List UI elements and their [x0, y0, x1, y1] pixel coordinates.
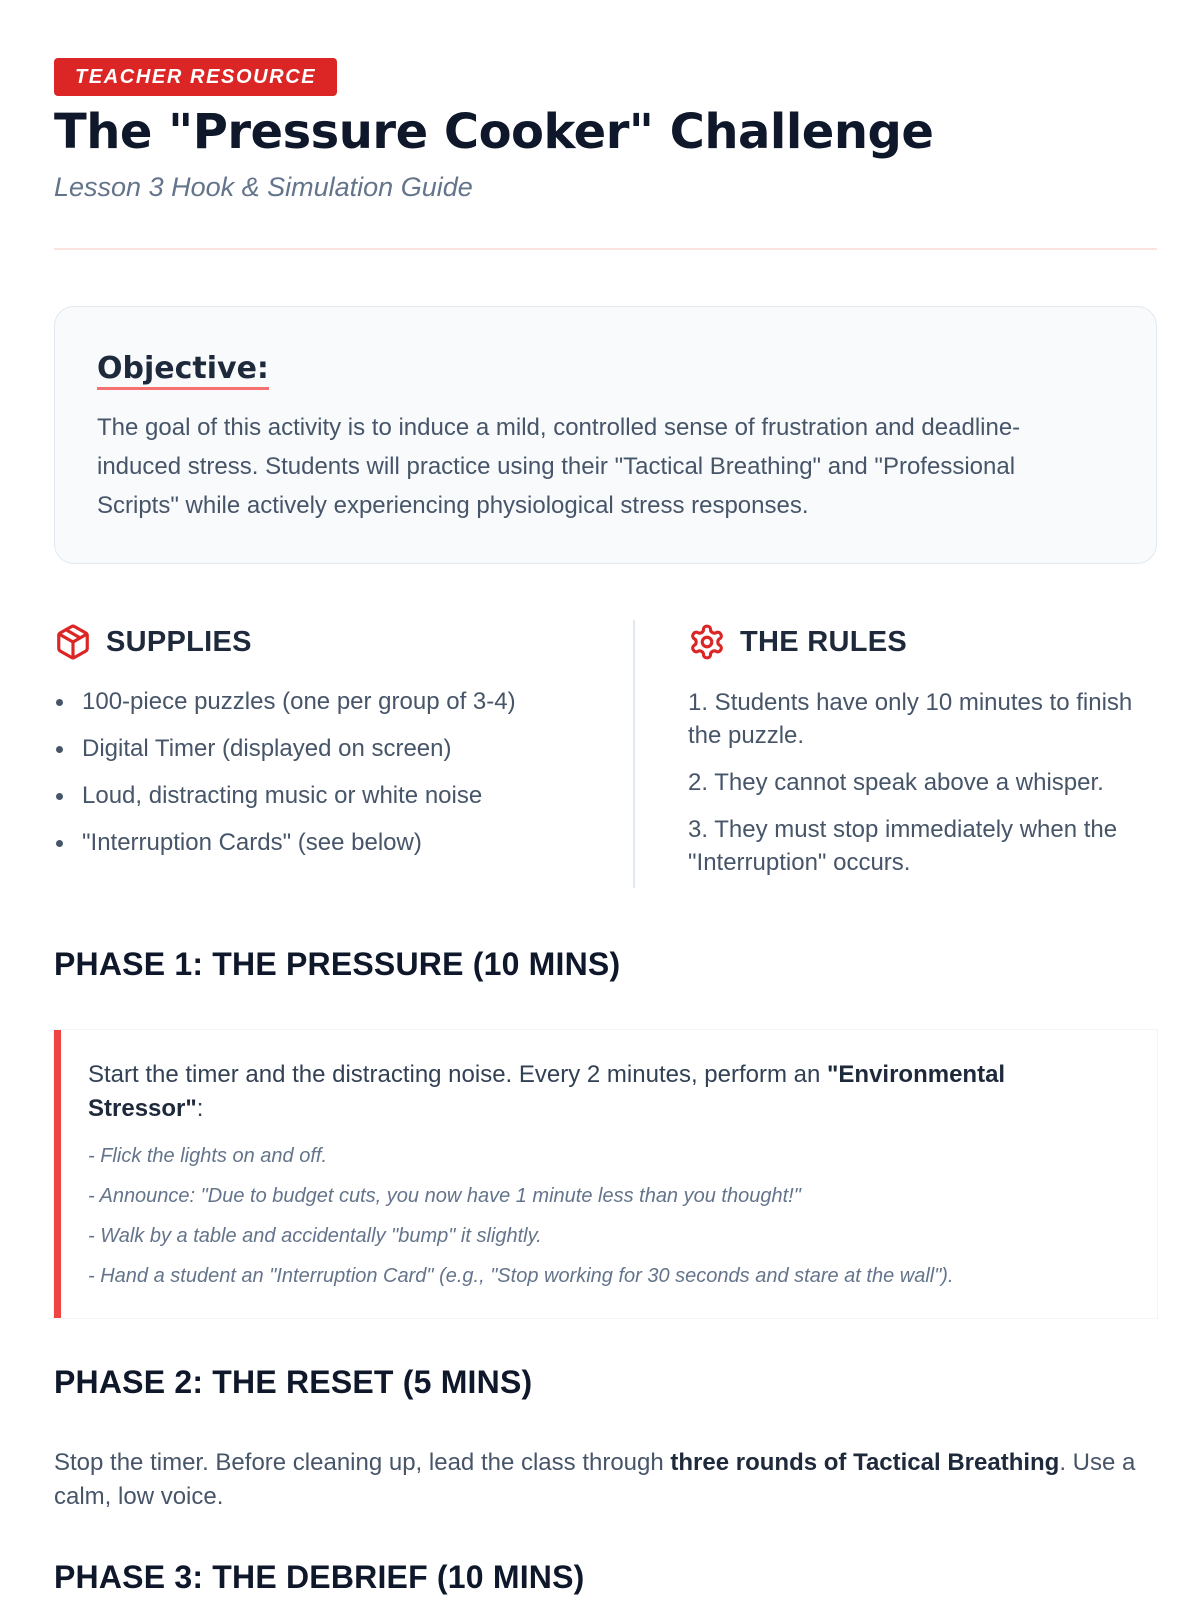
header-divider	[54, 248, 1157, 250]
list-item: - Hand a student an "Interruption Card" (e.g., "Stop working for 30 seconds and stare at the wall").	[88, 1265, 954, 1287]
objective-title: Objective:	[97, 351, 269, 390]
supplies-heading: SUPPLIES	[106, 625, 252, 658]
list-item: Loud, distracting music or white noise	[54, 780, 614, 827]
phase-2-text-bold: three rounds of Tactical Breathing	[670, 1449, 1060, 1476]
supplies-section	[54, 620, 614, 874]
box-icon	[54, 623, 92, 661]
phase-1-heading: PHASE 1: THE PRESSURE (10 MINS)	[54, 946, 621, 982]
phase-1-lead-bold: "Environmental Stressor"	[88, 1061, 1006, 1122]
phase-2-text	[54, 1446, 1157, 1514]
page-title: The "Pressure Cooker" Challenge	[54, 104, 934, 160]
list-item: 3. They must stop immediately when the "Interruption" occurs.	[688, 816, 1118, 876]
phase-1-lead-end: :	[196, 1095, 204, 1122]
list-item: - Flick the lights on and off.	[88, 1145, 328, 1167]
supplies-list	[54, 686, 614, 874]
phase-1-lead	[88, 1058, 1127, 1126]
supplies-header	[54, 620, 614, 664]
stressor-list	[88, 1136, 1127, 1296]
list-item: 1. Students have only 10 minutes to finish the puzzle.	[688, 689, 1133, 749]
objective-card	[54, 306, 1157, 564]
phase-3-heading: PHASE 3: THE DEBRIEF (10 MINS)	[54, 1559, 585, 1595]
phase-1-lead-text: Start the timer and the distracting noise. Every 2 minutes, perform an	[88, 1061, 828, 1088]
page-subtitle: Lesson 3 Hook & Simulation Guide	[54, 172, 473, 202]
list-item: - Walk by a table and accidentally "bump" it slightly.	[88, 1225, 542, 1247]
teacher-resource-badge: TEACHER RESOURCE	[54, 58, 337, 96]
phase-2-text-start: Stop the timer. Before cleaning up, lead the class through	[54, 1449, 671, 1476]
list-item: Digital Timer (displayed on screen)	[54, 733, 614, 780]
gear-icon	[688, 623, 726, 661]
rules-list	[688, 686, 1158, 879]
list-item: 2. They cannot speak above a whisper.	[688, 769, 1104, 796]
phase-1-callout	[54, 1030, 1157, 1318]
phase-2-heading: PHASE 2: THE RESET (5 MINS)	[54, 1364, 533, 1400]
objective-text: The goal of this activity is to induce a mild, controlled sense of frustration and deadline-induced stress. Students will practice using their "Tactical Breathing" and "Professional Scripts" while actively experiencing physiological stress responses.	[97, 414, 1021, 519]
rules-section	[688, 620, 1158, 893]
list-item: "Interruption Cards" (see below)	[54, 827, 614, 874]
list-item: - Announce: "Due to budget cuts, you now have 1 minute less than you thought!"	[88, 1185, 801, 1207]
rules-header	[688, 620, 1158, 664]
rules-heading: THE RULES	[740, 625, 908, 658]
column-divider	[633, 620, 635, 888]
list-item: 100-piece puzzles (one per group of 3-4)	[54, 686, 614, 733]
phase-2-text-end: . Use a calm, low voice.	[54, 1449, 1136, 1510]
